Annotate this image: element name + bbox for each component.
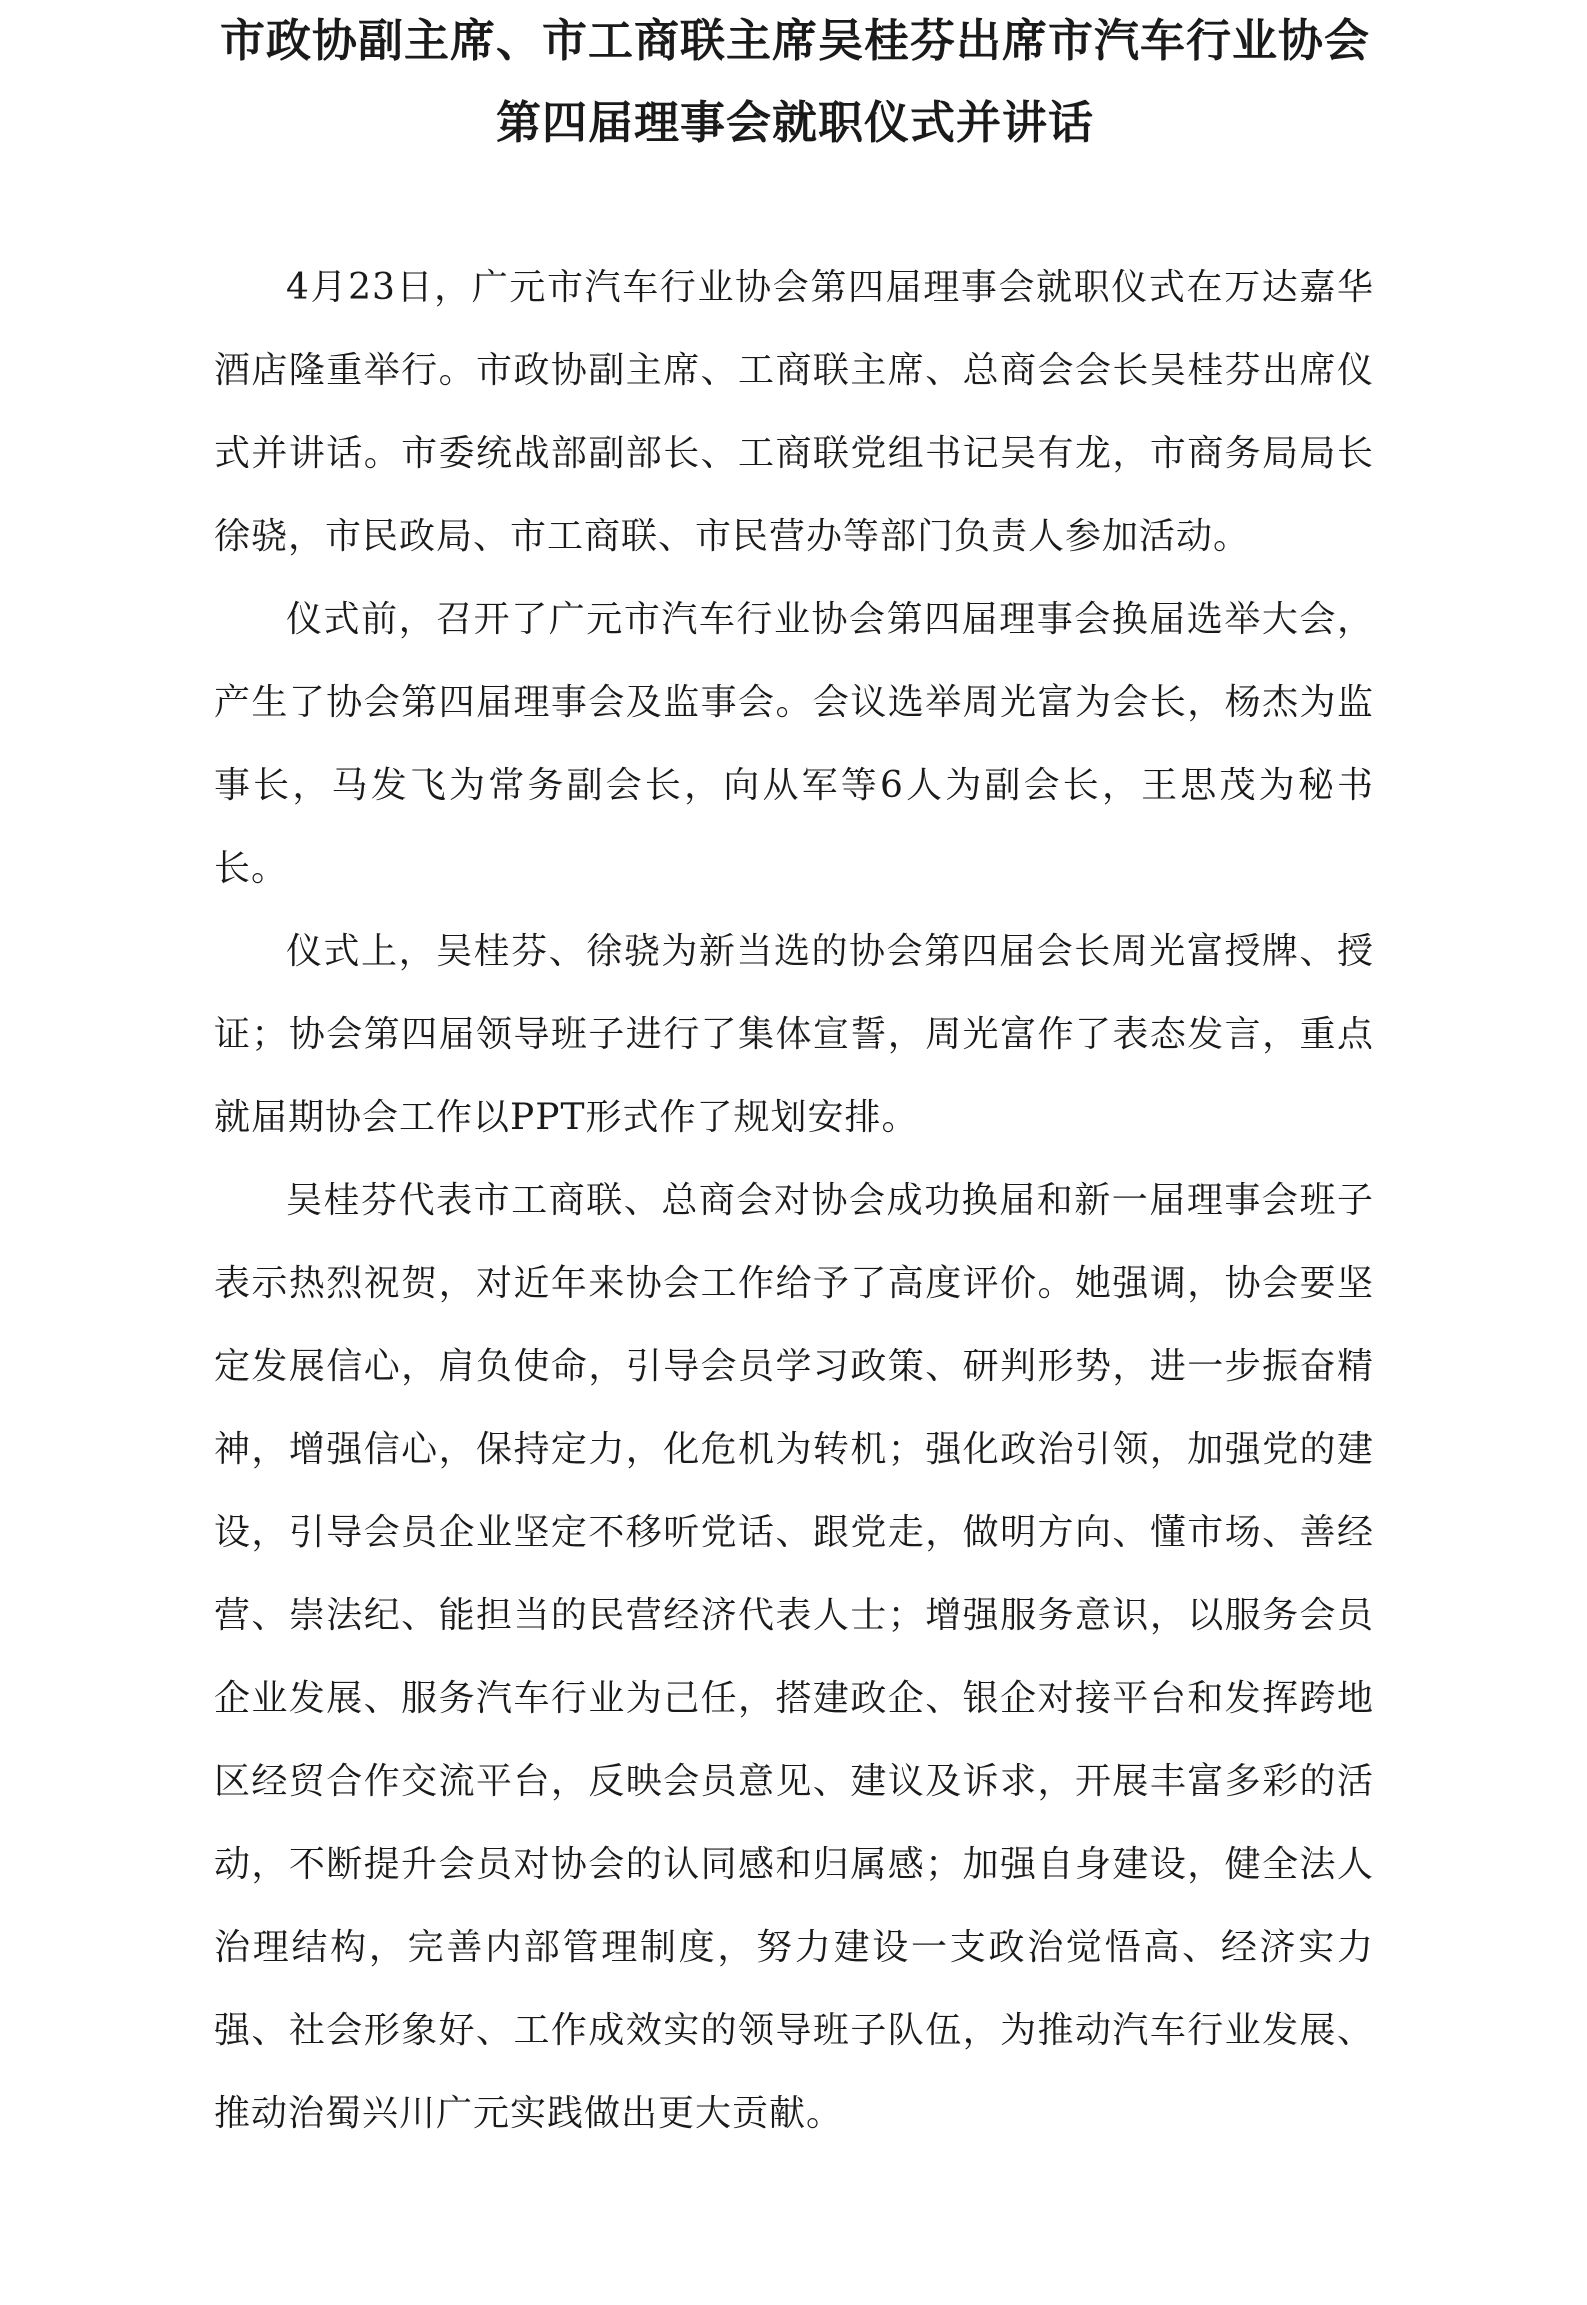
article-title [200, 0, 1390, 164]
article-title-line-1: 市政协副主席、市工商联主席吴桂芬出席市汽车行业协会 [219, 14, 1370, 67]
paragraph-1: 4月23日，广元市汽车行业协会第四届理事会就职仪式在万达嘉华酒店隆重举行。市政协副主席、工商联主席、总商会会长吴桂芬出席仪式并讲话。市委统战部副部长、工商联党组书记吴有龙，市商务局局长徐骁，市民政局、市工商联、市民营办等部门负责人参加活动。 [214, 267, 1374, 557]
paragraph-3: 仪式上，吴桂芬、徐骁为新当选的协会第四届会长周光富授牌、授证；协会第四届领导班子进行了集体宣誓，周光富作了表态发言，重点就届期协会工作以PPT形式作了规划安排。 [214, 931, 1374, 1138]
paragraph-4: 吴桂芬代表市工商联、总商会对协会成功换届和新一届理事会班子表示热烈祝贺，对近年来协会工作给予了高度评价。她强调，协会要坚定发展信心，肩负使命，引导会员学习政策、研判形势，进一步振奋精神，增强信心，保持定力，化危机为转机；强化政治引领，加强党的建设，引导会员企业坚定不移听党话、跟党走，做明方向、懂市场、善经营、崇法纪、能担当的民营经济代表人士；增强服务意识，以服务会员企业发展、服务汽车行业为己任，搭建政企、银企对接平台和发挥跨地区经贸合作交流平台，反映会员意见、建议及诉求，开展丰富多彩的活动，不断提升会员对协会的认同感和归属感；加强自身建设，健全法人治理结构，完善内部管理制度，努力建设一支政治觉悟高、经济实力强、社会形象好、工作成效实的领导班子队伍，为推动汽车行业发展、推动治蜀兴川广元实践做出更大贡献。 [214, 1180, 1374, 2134]
article-title-line-2: 第四届理事会就职仪式并讲话 [495, 96, 1094, 149]
article-body [214, 246, 1374, 2155]
paragraph-2: 仪式前，召开了广元市汽车行业协会第四届理事会换届选举大会，产生了协会第四届理事会及监事会。会议选举周光富为会长，杨杰为监事长，马发飞为常务副会长，向从军等6人为副会长，王思茂为秘书长。 [214, 599, 1374, 889]
